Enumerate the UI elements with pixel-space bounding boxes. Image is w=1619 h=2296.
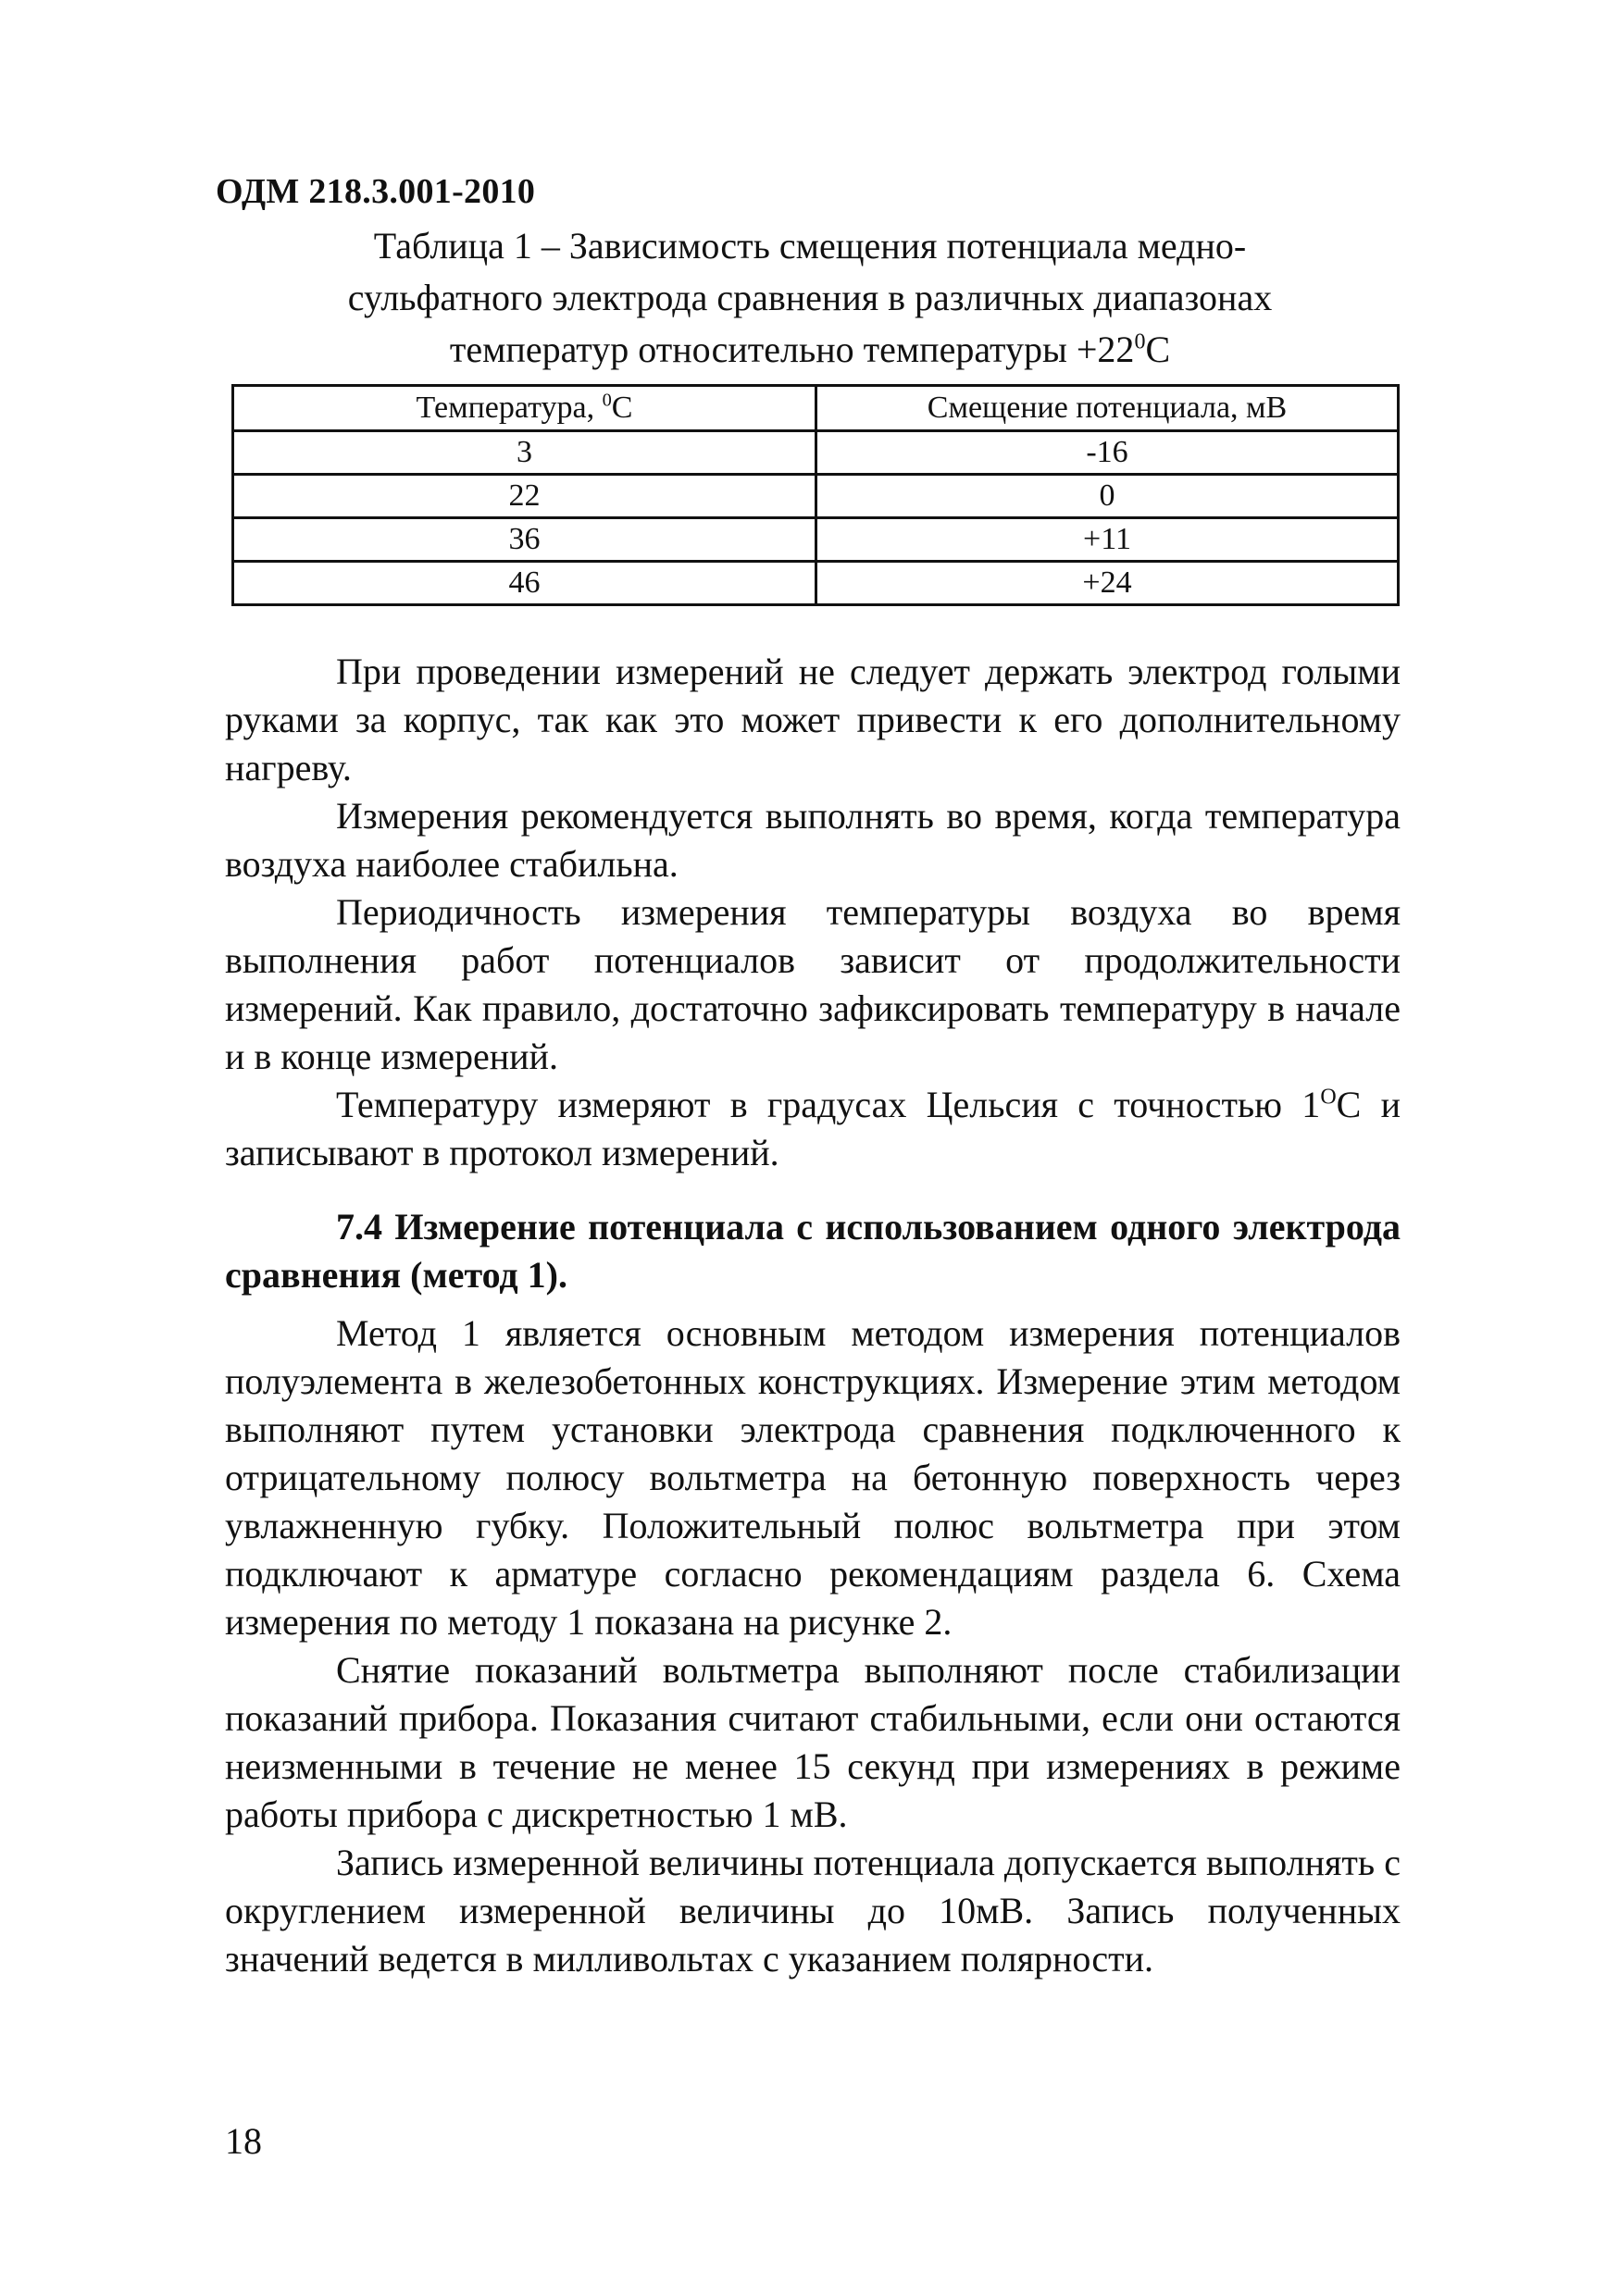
degree-sign: О [1320,1085,1337,1110]
body-text-block [225,648,1401,1177]
cell-shift: 0 [816,475,1399,518]
column-header-temperature [233,386,816,431]
degree-sign: 0 [1134,329,1146,354]
cell-shift: -16 [816,431,1399,475]
cell-shift: +11 [816,518,1399,562]
degree-sign: 0 [602,390,612,411]
table-caption [231,220,1389,376]
cell-temperature: 3 [233,431,816,475]
section-body [225,1309,1401,1983]
table-header-row [233,386,1399,431]
caption-text: температур относительно температуры +22 [449,329,1135,370]
cell-temperature: 22 [233,475,816,518]
paragraph: Периодичность измерения температуры воздуха во время выполнения работ потенциалов зависит от продолжительности измерений. Как правило, достаточно зафиксировать температуру в начале и в конце измерений. [225,891,1401,1077]
table-row [233,475,1399,518]
paragraph: Метод 1 является основным методом измерения потенциалов полуэлемента в железобетонных конструкциях. Измерение этим методом выполняют путем установки электрода сравнения подключенного к отрицательному полюсу вольтметра на бетонную поверхность через увлажненную губку. Положительный полюс вольтметра при этом подключают к арматуре согласно рекомендациям раздела 6. Схема измерения по методу 1 показана на рисунке 2. [225,1312,1401,1643]
caption-line: Таблица 1 – Зависимость смещения потенциала медно- [373,225,1247,267]
cell-temperature: 46 [233,562,816,605]
paragraph: Измерения рекомендуется выполнять во время, когда температура воздуха наиболее стабильна. [225,795,1401,885]
cell-shift: +24 [816,562,1399,605]
caption-line [231,324,1389,376]
table-row [233,562,1399,605]
caption-line: сульфатного электрода сравнения в различных диапазонах [347,277,1273,318]
paragraph: При проведении измерений не следует держать электрод голыми руками за корпус, так как это может привести к его дополнительному нагреву. [225,651,1401,788]
paragraph: Запись измеренной величины потенциала допускается выполнять с округлением измеренной величины до 10мВ. Запись полученных значений ведется в милливольтах с указанием полярности. [225,1842,1401,1980]
table-row [233,431,1399,475]
paragraph: Снятие показаний вольтметра выполняют после стабилизации показаний прибора. Показания считают стабильными, если они остаются неизменными в течение не менее 15 секунд при измерениях в режиме работы прибора с дискретностью 1 мВ. [225,1649,1401,1835]
table-row [233,518,1399,562]
caption-unit: С [1145,329,1171,370]
cell-temperature: 36 [233,518,816,562]
column-header-shift: Смещение потенциала, мВ [816,386,1399,431]
paragraph-text: С и записывают в протокол измерений. [225,1084,1401,1173]
paragraph [225,1081,1401,1177]
column-header-text: Температура, [416,391,603,425]
temperature-shift-table [231,384,1400,606]
section-heading: 7.4 Измерение потенциала с использованием одного электрода сравнения (метод 1). [225,1206,1401,1296]
paragraph-text: Температуру измеряют в градусах Цельсия с точностью 1 [336,1084,1321,1125]
page-number: 18 [225,2120,262,2162]
document-code: ОДМ 218.3.001-2010 [216,172,536,211]
column-header-unit: С [611,391,633,425]
